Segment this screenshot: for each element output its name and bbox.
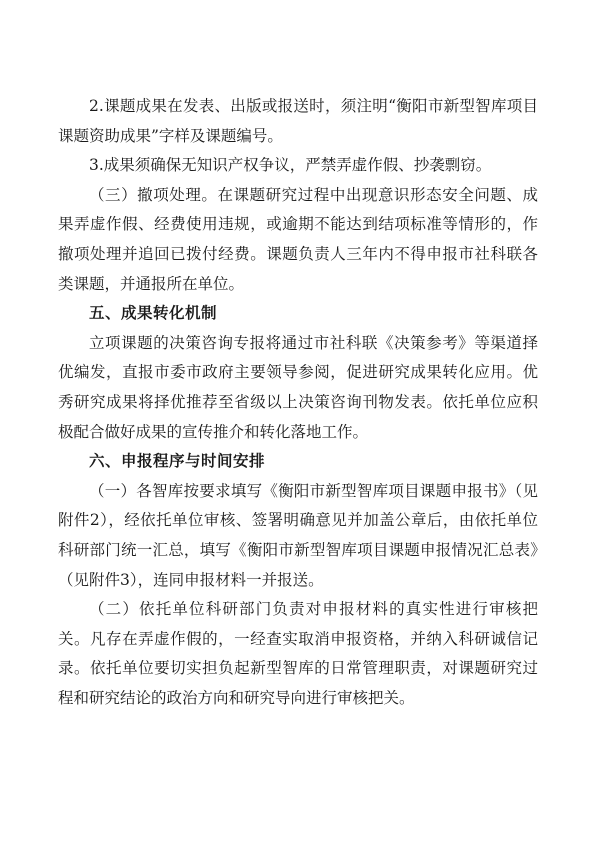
- paragraph-item-3: 3.成果须确保无知识产权争议，严禁弄虚作假、抄袭剽窃。: [89, 156, 492, 175]
- paragraph-application-1: （一）各智库按要求填写《衡阳市新型智库项目课题申报书》（见附件2），经依托单位审核、签署明确意见并加盖公章后，由依托单位科研部门统一汇总，填写《衡阳市新型智库项目课题申报情况汇总表》（见附件3），连同申报材料一并报送。: [58, 481, 538, 589]
- paragraph-item-2: 2.课题成果在发表、出版或报送时，须注明“衡阳市新型智库项目课题资助成果”字样及课题编号。: [58, 97, 538, 145]
- section-heading-6: 六、申报程序与时间安排: [89, 452, 266, 471]
- paragraph-achievement-transfer: 立项课题的决策咨询专报将通过市社科联《决策参考》等渠道择优编发，直报市委市政府主要领导参阅，促进研究成果转化应用。优秀研究成果将择优推荐至省级以上决策咨询刊物发表。依托单位应积极配合做好成果的宣传推介和转化落地工作。: [58, 333, 538, 441]
- document-page: [58, 92, 538, 713]
- section-heading-5: 五、成果转化机制: [89, 304, 218, 323]
- paragraph-application-2: （二）依托单位科研部门负责对申报材料的真实性进行审核把关。凡存在弄虚作假的，一经查实取消申报资格，并纳入科研诚信记录。依托单位要切实担负起新型智库的日常管理职责，对课题研究过程和研究结论的政治方向和研究导向进行审核把关。: [58, 600, 538, 707]
- paragraph-withdrawal: （三）撤项处理。在课题研究过程中出现意识形态安全问题、成果弄虚作假、经费使用违规，或逾期不能达到结项标准等情形的，作撤项处理并追回已拨付经费。课题负责人三年内不得申报市社科联各类课题，并通报所在单位。: [58, 185, 538, 293]
